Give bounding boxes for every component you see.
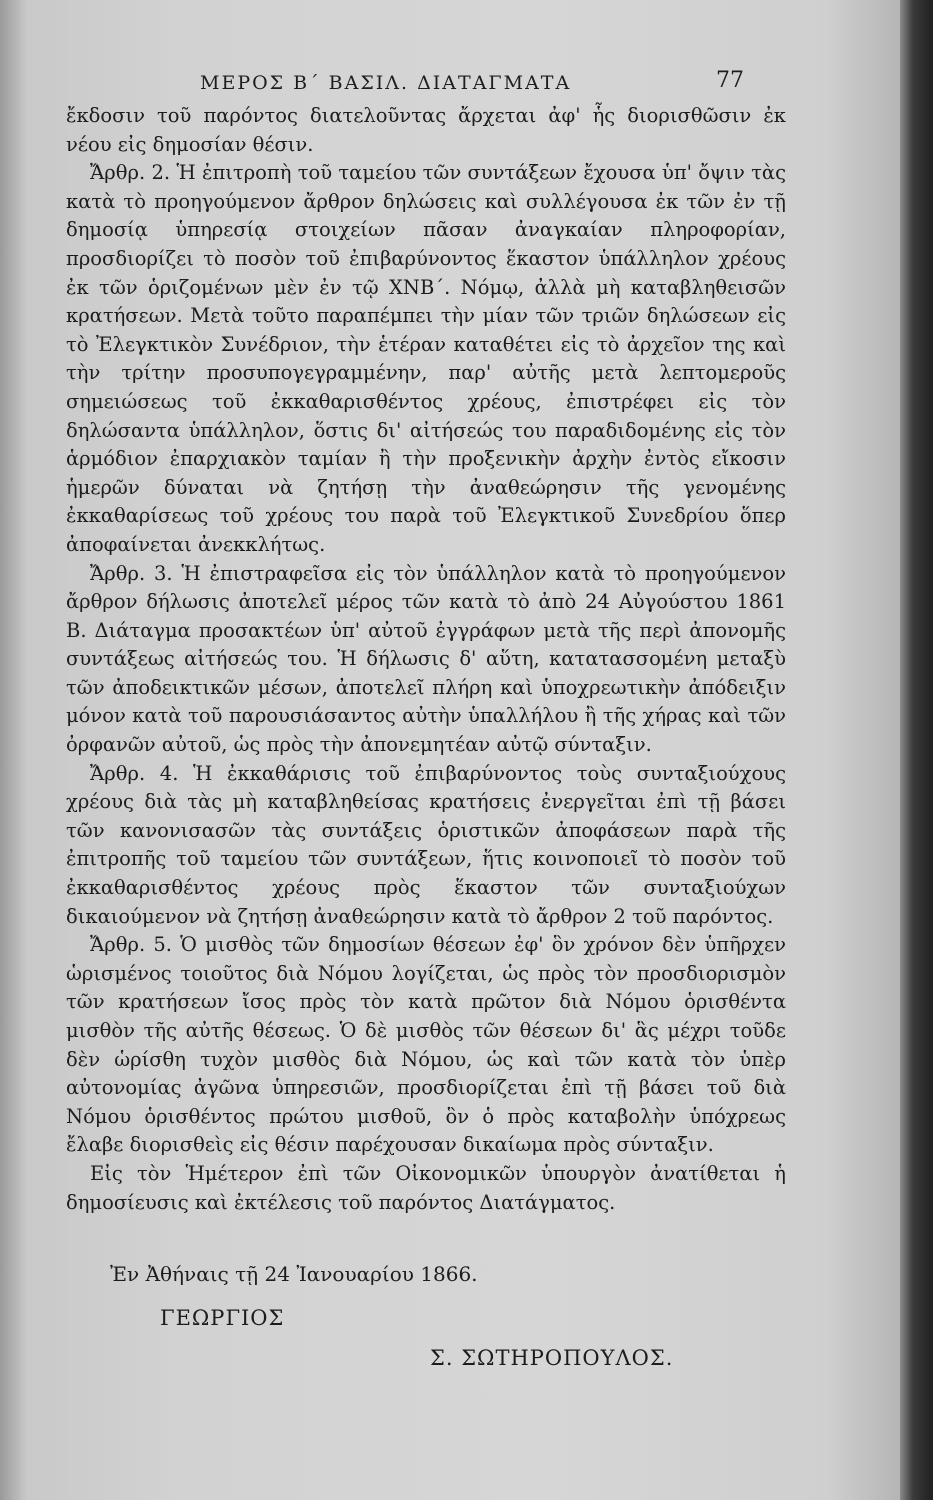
paragraph-article-4: Ἄρθρ. 4. Ἡ ἐκκαθάρισις τοῦ ἐπιβαρύνοντος τοὺς συνταξιούχους χρέους διὰ τὰς μὴ καταβληθείσας κρατήσεις ἐνεργεῖται ἐπὶ τῇ βάσει τῶν κανονισασῶν τὰς συντάξεις ὁριστικῶν ἀποφάσεων παρὰ τῆς ἐπιτροπῆς τοῦ ταμείου τῶν συντάξεων, ἥτις κοινοποιεῖ τὸ ποσὸν τοῦ ἐκκαθαρισθέντος χρέους πρὸς ἕκαστον τῶν συνταξιούχων δικαιούμενον νὰ ζητήσῃ ἀναθεώρησιν κατὰ τὸ ἄρθρον 2 τοῦ παρόντος.: [66, 761, 786, 928]
running-head: [0, 66, 900, 96]
paragraph-execution-clause: Εἰς τὸν Ἡμέτερον ἐπὶ τῶν Οἰκονομικῶν ὑπουργὸν ἀνατίθεται ἡ δημοσίευσις καὶ ἐκτέλεσις τοῦ παρόντος Διατάγματος.: [66, 1161, 786, 1214]
dateline: Ἐν Ἀθήναις τῇ 24 Ἰανουαρίου 1866.: [110, 1262, 478, 1286]
signature-king: ΓΕΩΡΓΙΟΣ: [160, 1306, 285, 1330]
page-number: 77: [716, 68, 744, 93]
body-text: [66, 102, 786, 1217]
scan-edge-shadow: [900, 0, 933, 1500]
paragraph-article-2: Ἄρθρ. 2. Ἡ ἐπιτροπὴ τοῦ ταμείου τῶν συντάξεων ἔχουσα ὑπ' ὄψιν τὰς κατὰ τὸ προηγούμενον ἄρθρον δηλώσεις καὶ συλλέγουσα ἐκ τῶν ἐν τῇ δημοσίᾳ ὑπηρεσίᾳ στοιχείων πᾶσαν ἀναγκαίαν πληροφορίαν, προσδιορίζει τὸ ποσὸν τοῦ ἐπιβαρύνοντος ἕκαστον ὑπάλληλον χρέους ἐκ τῶν ὁριζομένων μὲν ἐν τῷ ΧΝΒ΄. Νόμῳ, ἀλλὰ μὴ καταβληθεισῶν κρατήσεων. Μετὰ τοῦτο παραπέμπει τὴν μίαν τῶν τριῶν δηλώσεων εἰς τὸ Ἐλεγκτικὸν Συνέδριον, τὴν ἑτέραν καταθέτει εἰς τὸ ἀρχεῖον της καὶ τὴν τρίτην προσυπογεγραμμένην, παρ' αὐτῆς μετὰ λεπτομεροῦς σημειώσεως τοῦ ἐκκαθαρισθέντος χρέους, ἐπιστρέφει εἰς τὸν δηλώσαντα ὑπάλληλον, ὅστις δι' αἰτήσεώς του παραδιδομένης εἰς τὸν ἁρμόδιον ἐπαρχιακὸν ταμίαν ἢ τὴν προξενικὴν ἀρχὴν ἐντὸς εἴκοσιν ἡμερῶν δύναται νὰ ζητήσῃ τὴν ἀναθεώρησιν τῆς γενομένης ἐκκαθαρίσεως τοῦ χρέους του παρὰ τοῦ Ἐλεγκτικοῦ Συνεδρίου ὅπερ ἀποφαίνεται ἀνεκκλήτως.: [66, 161, 786, 556]
running-head-title: ΜΕΡΟΣ Β΄ ΒΑΣΙΛ. ΔΙΑΤΑΓΜΑΤΑ: [200, 72, 572, 94]
paragraph-continuation: ἔκδοσιν τοῦ παρόντος διατελοῦντας ἄρχεται ἀφ' ἧς διορισθῶσιν ἐκ νέου εἰς δημοσίαν θέσιν.: [66, 104, 786, 156]
signature-minister: Σ. ΣΩΤΗΡΟΠΟΥΛΟΣ.: [430, 1346, 674, 1370]
paragraph-article-3: Ἄρθρ. 3. Ἡ ἐπιστραφεῖσα εἰς τὸν ὑπάλληλον κατὰ τὸ προηγούμενον ἄρθρον δήλωσις ἀποτελεῖ μέρος τῶν κατὰ τὸ ἀπὸ 24 Αὐγούστου 1861 Β. Διάταγμα προσακτέων ὑπ' αὐτοῦ ἐγγράφων μετὰ τῆς περὶ ἀπονομῆς συντάξεως αἰτήσεώς του. Ἡ δήλωσις δ' αὕτη, κατατασσομένη μεταξὺ τῶν ἀποδεικτικῶν μέσων, ἀποτελεῖ πλήρη καὶ ὑποχρεωτικὴν ἀπόδειξιν μόνον κατὰ τοῦ παρουσιάσαντος αὐτὴν ὑπαλλήλου ἢ τῆς χήρας καὶ τῶν ὀρφανῶν αὐτοῦ, ὡς πρὸς τὴν ἀπονεμητέαν αὐτῷ σύνταξιν.: [66, 561, 786, 757]
paragraph-article-5: Ἄρθρ. 5. Ὁ μισθὸς τῶν δημοσίων θέσεων ἐφ' ὃν χρόνον δὲν ὑπῆρχεν ὡρισμένος τοιοῦτος διὰ Νόμου λογίζεται, ὡς πρὸς τὸν προσδιορισμὸν τῶν κρατήσεων ἴσος πρὸς τὸν κατὰ πρῶτον διὰ Νόμου ὁρισθέντα μισθὸν τῆς αὐτῆς θέσεως. Ὁ δὲ μισθὸς τῶν θέσεων δι' ἃς μέχρι τοῦδε δὲν ὡρίσθη τυχὸν μισθὸς διὰ Νόμου, ὡς καὶ τῶν κατὰ τὸν ὑπὲρ αὐτονομίας ἀγῶνα ὑπηρεσιῶν, προσδιορίζεται ἐπὶ τῇ βάσει τοῦ διὰ Νόμου ὁρισθέντος πρώτου μισθοῦ, ὃν ὁ πρὸς καταβολὴν ὑπόχρεως ἔλαβε διορισθεὶς εἰς θέσιν παρέχουσαν δικαίωμα πρὸς σύνταξιν.: [66, 933, 786, 1157]
